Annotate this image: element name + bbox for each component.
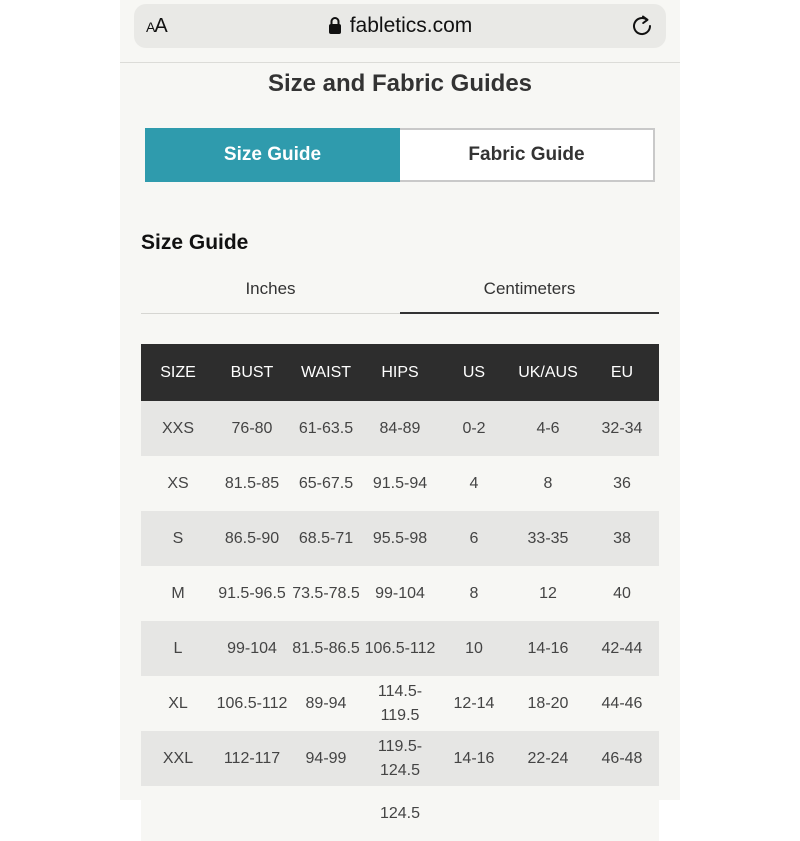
table-row (141, 676, 659, 731)
cell-waist: 65-67.5 (289, 456, 363, 511)
cell-hips: 119.5-124.5 (363, 731, 437, 786)
cell-waist: 94-99 (289, 731, 363, 786)
cell-bust: 81.5-85 (215, 456, 289, 511)
page-title: Size and Fabric Guides (267, 70, 533, 97)
cell-bust: 99-104 (215, 621, 289, 676)
cell-hips: 124.5 (363, 786, 437, 841)
cell-hips: 91.5-94 (363, 456, 437, 511)
table-row (141, 786, 659, 841)
cell-size: XXL (141, 731, 215, 786)
column-header-uk-aus: UK/AUS (511, 344, 585, 401)
tab-size-guide[interactable]: Size Guide (145, 128, 400, 182)
guide-tabs (145, 128, 655, 182)
cell-uk-aus: 33-35 (511, 511, 585, 566)
cell-bust: 86.5-90 (215, 511, 289, 566)
table-header-row (141, 344, 659, 401)
cell-size: XL (141, 676, 215, 731)
cell-waist: 61-63.5 (289, 401, 363, 456)
reload-icon[interactable] (630, 13, 656, 39)
cell-us: 10 (437, 621, 511, 676)
cell-us (437, 786, 511, 841)
cell-uk-aus: 4-6 (511, 401, 585, 456)
cell-bust (215, 786, 289, 841)
cell-waist: 81.5-86.5 (289, 621, 363, 676)
column-header-waist: WAIST (289, 344, 363, 401)
cell-size: S (141, 511, 215, 566)
cell-waist (289, 786, 363, 841)
cell-waist: 68.5-71 (289, 511, 363, 566)
cell-uk-aus: 14-16 (511, 621, 585, 676)
cell-us: 12-14 (437, 676, 511, 731)
address-bar[interactable] (134, 4, 666, 48)
column-header-hips: HIPS (363, 344, 437, 401)
tab-fabric-guide[interactable]: Fabric Guide (400, 128, 655, 182)
column-header-bust: BUST (215, 344, 289, 401)
cell-hips: 114.5-119.5 (363, 676, 437, 731)
table-row (141, 511, 659, 566)
cell-uk-aus: 12 (511, 566, 585, 621)
cell-us: 0-2 (437, 401, 511, 456)
unit-tab-inches[interactable]: Inches (141, 272, 400, 314)
browser-toolbar (120, 0, 680, 63)
cell-us: 4 (437, 456, 511, 511)
table-row (141, 566, 659, 621)
text-size-button[interactable]: AA (146, 15, 167, 37)
cell-uk-aus: 8 (511, 456, 585, 511)
cell-eu: 38 (585, 511, 659, 566)
phone-screen (120, 0, 680, 822)
column-header-eu: EU (585, 344, 659, 401)
cell-size (141, 786, 215, 841)
cell-bust: 112-117 (215, 731, 289, 786)
cell-eu: 42-44 (585, 621, 659, 676)
cell-hips: 95.5-98 (363, 511, 437, 566)
column-header-size: SIZE (141, 344, 215, 401)
column-header-us: US (437, 344, 511, 401)
lock-icon (328, 16, 342, 40)
cell-bust: 91.5-96.5 (215, 566, 289, 621)
table-row (141, 401, 659, 456)
cell-eu: 32-34 (585, 401, 659, 456)
cell-eu: 44-46 (585, 676, 659, 731)
cell-size: L (141, 621, 215, 676)
cell-waist: 89-94 (289, 676, 363, 731)
cell-uk-aus: 18-20 (511, 676, 585, 731)
table-row (141, 456, 659, 511)
unit-toggle (141, 272, 659, 314)
url-display[interactable] (134, 14, 666, 40)
cell-eu: 40 (585, 566, 659, 621)
cell-eu: 36 (585, 456, 659, 511)
table-row (141, 621, 659, 676)
cell-uk-aus: 22-24 (511, 731, 585, 786)
domain-text: fabletics.com (349, 14, 473, 37)
cell-size: XXS (141, 401, 215, 456)
cell-eu (585, 786, 659, 841)
table-row (141, 731, 659, 786)
cell-hips: 106.5-112 (363, 621, 437, 676)
cell-size: M (141, 566, 215, 621)
section-title: Size Guide (141, 231, 249, 254)
cell-hips: 84-89 (363, 401, 437, 456)
cell-bust: 76-80 (215, 401, 289, 456)
cell-us: 8 (437, 566, 511, 621)
size-table (141, 344, 659, 841)
unit-tab-centimeters[interactable]: Centimeters (400, 272, 659, 314)
cell-uk-aus (511, 786, 585, 841)
cell-hips: 99-104 (363, 566, 437, 621)
cell-us: 6 (437, 511, 511, 566)
cell-us: 14-16 (437, 731, 511, 786)
cell-bust: 106.5-112 (215, 676, 289, 731)
cell-size: XS (141, 456, 215, 511)
cell-waist: 73.5-78.5 (289, 566, 363, 621)
cell-eu: 46-48 (585, 731, 659, 786)
